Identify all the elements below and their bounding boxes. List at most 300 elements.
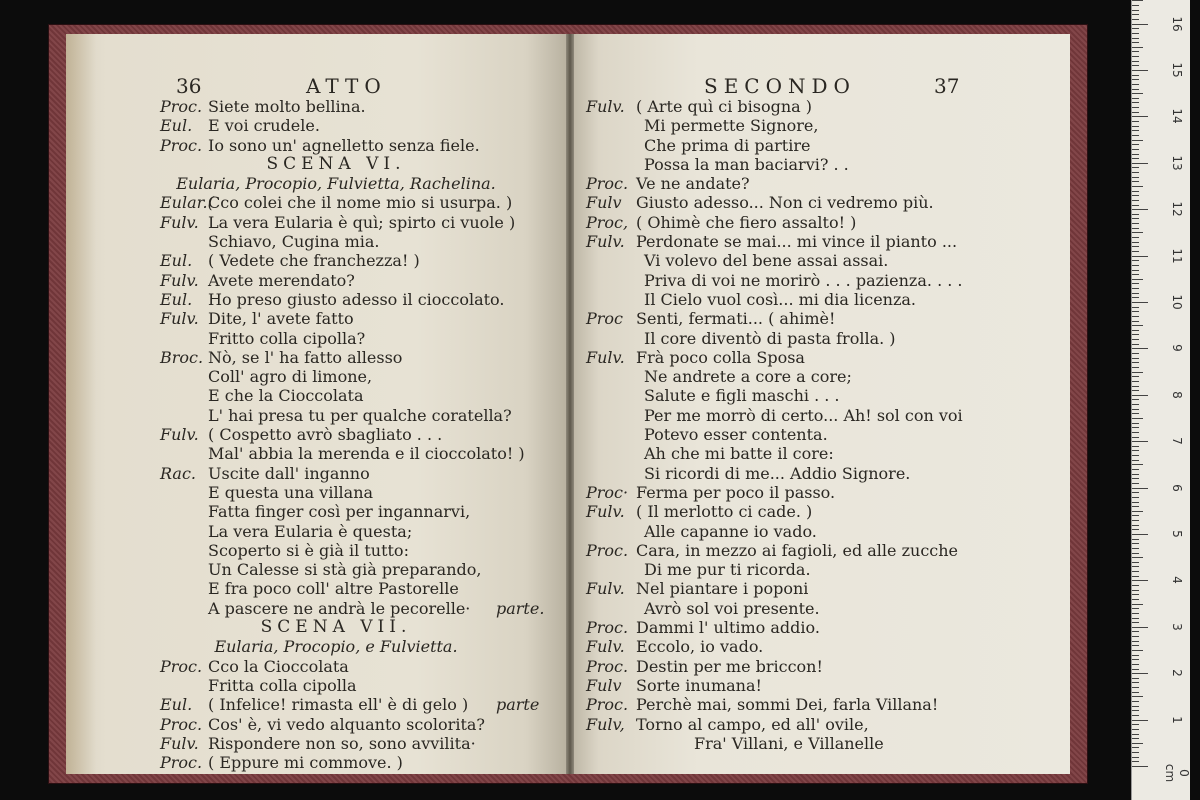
ruler-tick	[1132, 734, 1139, 735]
dialogue-text: Nò, se l' ha fatto allesso	[208, 347, 403, 367]
text-line	[66, 695, 566, 714]
dialogue-text: Senti, fermati... ( ahimè!	[636, 309, 836, 329]
ruler-tick	[1132, 464, 1143, 465]
ruler-tick	[1132, 158, 1139, 159]
speaker-name: Eular.(	[160, 193, 214, 213]
text-line	[574, 464, 1070, 483]
ruler-tick	[1132, 191, 1139, 192]
ruler-tick	[1132, 344, 1139, 345]
page-header: SECONDO	[704, 74, 856, 98]
ruler-tick	[1132, 757, 1139, 758]
dialogue-text: Mi permette Signore,	[644, 116, 819, 136]
text-line	[574, 695, 1070, 714]
ruler-number: 1	[1170, 715, 1184, 724]
text-line	[66, 367, 566, 386]
ruler-tick	[1132, 747, 1139, 748]
text-line	[66, 329, 566, 348]
speaker-name: Fulv.	[160, 270, 199, 290]
ruler-tick	[1132, 761, 1139, 762]
speaker-name: Proc.	[586, 174, 629, 194]
measuring-ruler	[1131, 0, 1190, 800]
text-line	[66, 271, 566, 290]
ruler-tick	[1132, 65, 1139, 66]
text-line	[574, 657, 1070, 676]
ruler-tick	[1132, 502, 1139, 503]
dialogue-text: Avrò sol voi presente.	[644, 598, 820, 618]
ruler-tick	[1132, 450, 1139, 451]
ruler-tick	[1132, 636, 1139, 637]
text-line	[574, 599, 1070, 618]
speaker-name: Eul.	[160, 695, 193, 715]
text-line	[66, 618, 566, 637]
speaker-name: Proc.	[586, 656, 629, 676]
ruler-tick	[1132, 511, 1143, 512]
dialogue-text: Per me morrò di certo... Ah! sol con voi	[644, 405, 963, 425]
dialogue-text: Coll' agro di limone,	[208, 367, 373, 387]
text-line	[66, 193, 566, 212]
speaker-name: Proc.	[586, 540, 629, 560]
ruler-tick	[1132, 548, 1139, 549]
ruler-tick	[1132, 641, 1139, 642]
ruler-tick	[1132, 543, 1139, 544]
speaker-name: Proc.	[586, 618, 629, 638]
dialogue-text: Un Calesse si stà già preparando,	[208, 560, 482, 580]
dialogue-text: A pascere ne andrà le pecorelle·	[208, 598, 471, 618]
ruler-tick	[1132, 144, 1139, 145]
text-line	[66, 599, 566, 618]
ruler-tick	[1132, 75, 1139, 76]
stage-aside: parte.	[496, 598, 545, 618]
ruler-tick	[1132, 553, 1139, 554]
dialogue-text: Priva di voi ne morirò . . . pazienza. . . .	[644, 270, 963, 290]
speaker-name: Proc.	[160, 135, 203, 155]
ruler-tick	[1132, 167, 1139, 168]
ruler-tick	[1132, 218, 1139, 219]
ruler-tick	[1132, 585, 1139, 586]
ruler-tick	[1132, 51, 1139, 52]
dialogue-text: Cos' è, vi vedo alquanto scolorita?	[208, 714, 485, 734]
text-line	[66, 560, 566, 579]
page-header: ATTO	[306, 74, 387, 98]
speaker-name: Fulv,	[586, 714, 625, 734]
ruler-tick	[1132, 121, 1139, 122]
ruler-tick	[1132, 288, 1139, 289]
ruler-tick	[1132, 525, 1139, 526]
ruler-tick	[1132, 627, 1148, 628]
ruler-tick	[1132, 669, 1139, 670]
speaker-name: Fulv.	[586, 502, 625, 522]
ruler-tick	[1132, 529, 1139, 530]
ruler-number: 10	[1170, 294, 1184, 310]
ruler-tick	[1132, 752, 1139, 753]
dialogue-text: Avete merendato?	[208, 270, 355, 290]
dialogue-text: ( Arte quì ci bisogna )	[636, 97, 813, 116]
ruler-tick	[1132, 432, 1139, 433]
ruler-tick	[1132, 483, 1139, 484]
page-number: 37	[934, 74, 960, 98]
ruler-tick	[1132, 701, 1139, 702]
dialogue-text: Siete molto bellina.	[208, 97, 366, 116]
ruler-number: 2	[1170, 669, 1184, 677]
ruler-tick	[1132, 474, 1139, 475]
ruler-tick	[1132, 710, 1139, 711]
text-line	[66, 676, 566, 695]
ruler-tick	[1132, 576, 1139, 577]
dialogue-text: Ne andrete a core a core;	[644, 367, 852, 387]
page-number: 36	[176, 74, 202, 98]
ruler-tick	[1132, 0, 1143, 1]
dialogue-text: Possa la man baciarvi? . .	[644, 154, 849, 174]
dialogue-text: Sorte inumana!	[636, 675, 762, 695]
ruler-tick	[1132, 492, 1139, 493]
ruler-tick	[1132, 293, 1139, 294]
ruler-tick	[1132, 274, 1139, 275]
dialogue-text: Perdonate se mai... mi vince il pianto ...	[636, 232, 958, 252]
ruler-tick	[1132, 84, 1139, 85]
ruler-tick	[1132, 399, 1139, 400]
ruler-tick	[1132, 599, 1139, 600]
ruler-tick	[1132, 321, 1139, 322]
ruler-tick	[1132, 743, 1143, 744]
text-line	[66, 290, 566, 309]
speaker-name: Fulv.	[586, 232, 625, 252]
speaker-name: Proc·	[586, 482, 629, 502]
ruler-tick	[1132, 590, 1139, 591]
ruler-tick	[1132, 311, 1139, 312]
text-line	[66, 97, 566, 116]
dialogue-text: Eccolo, io vado.	[636, 637, 764, 657]
ruler-tick	[1132, 520, 1139, 521]
ruler-tick	[1132, 200, 1139, 201]
ruler-tick	[1132, 673, 1148, 674]
ruler-tick	[1132, 381, 1139, 382]
ruler-tick	[1132, 478, 1139, 479]
ruler-tick	[1132, 613, 1139, 614]
ruler-tick	[1132, 177, 1139, 178]
ruler-tick	[1132, 47, 1143, 48]
ruler-tick	[1132, 28, 1139, 29]
ruler-number: 3	[1170, 622, 1184, 631]
ruler-tick	[1132, 687, 1139, 688]
text-line	[66, 637, 566, 656]
text-line	[66, 715, 566, 734]
dialogue-text: Io sono un' agnelletto senza fiele.	[208, 135, 480, 155]
ruler-tick	[1132, 256, 1148, 257]
text-line	[66, 406, 566, 425]
ruler-tick	[1132, 404, 1139, 405]
dialogue-text: E fra poco coll' altre Pastorelle	[208, 579, 459, 599]
dialogue-text: ( Cospetto avrò sbagliato . . .	[208, 425, 443, 445]
text-line	[574, 560, 1070, 579]
ruler-tick	[1132, 534, 1148, 535]
ruler-tick	[1132, 580, 1148, 581]
text-line	[66, 348, 566, 367]
ruler-tick	[1132, 488, 1148, 489]
ruler-tick	[1132, 33, 1139, 34]
ruler-tick	[1132, 89, 1139, 90]
ruler-tick	[1132, 460, 1139, 461]
text-line	[574, 193, 1070, 212]
text-line	[574, 676, 1070, 695]
ruler-tick	[1132, 386, 1139, 387]
ruler-tick	[1132, 297, 1139, 298]
dialogue-text: ( Ohimè che fiero assalto! )	[636, 212, 857, 232]
ruler-tick	[1132, 232, 1143, 233]
dialogue-text: Nel piantare i poponi	[636, 579, 809, 599]
text-line	[574, 290, 1070, 309]
dialogue-text: Cco la Cioccolata	[208, 656, 349, 676]
ruler-tick	[1132, 325, 1143, 326]
dialogue-text: Di me pur ti ricorda.	[644, 560, 811, 580]
speaker-name: Eul.	[160, 289, 193, 309]
speaker-name: Fulv	[586, 675, 622, 695]
dialogue-text: Salute e figli maschi . . .	[644, 386, 840, 406]
ruler-tick	[1132, 395, 1148, 396]
ruler-tick	[1132, 557, 1143, 558]
ruler-tick	[1132, 130, 1139, 131]
ruler-tick	[1132, 724, 1139, 725]
text-line	[574, 386, 1070, 405]
right-page	[574, 34, 1070, 774]
ruler-tick	[1132, 79, 1139, 80]
ruler-tick	[1132, 645, 1139, 646]
dialogue-text: Si ricordi di me... Addio Signore.	[644, 463, 911, 483]
ruler-tick	[1132, 126, 1139, 127]
ruler-tick	[1132, 334, 1139, 335]
speaker-name: Fulv	[586, 193, 622, 213]
text-line	[574, 734, 1070, 753]
ruler-number: 0 cm	[1163, 763, 1191, 783]
stage-aside: parte	[496, 695, 540, 715]
ruler-number: 14	[1170, 108, 1184, 125]
ruler-tick	[1132, 594, 1139, 595]
dialogue-text: Fritto colla cipolla?	[208, 328, 366, 348]
ruler-number: 5	[1170, 530, 1184, 538]
dialogue-text: Fritta colla cipolla	[208, 675, 357, 695]
dialogue-text: Destin per me briccon!	[636, 656, 823, 676]
text-line	[66, 213, 566, 232]
ruler-tick	[1132, 376, 1139, 377]
scene-heading: SCENA VI.	[266, 153, 406, 174]
ruler-tick	[1132, 720, 1148, 721]
text-line	[574, 309, 1070, 328]
dialogue-text: La vera Eularia è quì; spirto ci vuole )	[208, 212, 516, 232]
text-line	[574, 97, 1070, 116]
ruler-tick	[1132, 70, 1148, 71]
dialogue-text: ( Vedete che franchezza! )	[208, 251, 420, 271]
text-line	[574, 116, 1070, 135]
text-line	[66, 753, 566, 772]
dialogue-text: Uscite dall' inganno	[208, 463, 370, 483]
ruler-tick	[1132, 659, 1139, 660]
text-line	[66, 136, 566, 155]
ruler-tick	[1132, 650, 1143, 651]
text-line	[574, 579, 1070, 598]
ruler-tick	[1132, 251, 1139, 252]
ruler-tick	[1132, 163, 1148, 164]
speaker-name: Fulv.	[160, 212, 199, 232]
ruler-tick	[1132, 209, 1148, 210]
text-line	[66, 425, 566, 444]
text-line	[574, 618, 1070, 637]
ruler-tick	[1132, 427, 1139, 428]
ruler-tick	[1132, 696, 1143, 697]
speaker-name: Broc.	[160, 347, 204, 367]
speaker-name: Fulv.	[586, 637, 625, 657]
ruler-tick	[1132, 362, 1139, 363]
ruler-tick	[1132, 622, 1139, 623]
ruler-tick	[1132, 61, 1139, 62]
ruler-tick	[1132, 423, 1139, 424]
ruler-tick	[1132, 604, 1143, 605]
text-line	[66, 502, 566, 521]
dialogue-text: ( Eppure mi commove. )	[208, 753, 403, 773]
text-line	[66, 386, 566, 405]
text-line	[574, 213, 1070, 232]
text-line	[66, 657, 566, 676]
speaker-name: Proc.	[160, 714, 203, 734]
text-line	[574, 541, 1070, 560]
ruler-tick	[1132, 135, 1139, 136]
ruler-tick	[1132, 706, 1139, 707]
text-line	[574, 232, 1070, 251]
text-line	[574, 367, 1070, 386]
ruler-tick	[1132, 413, 1139, 414]
ruler-tick	[1132, 205, 1139, 206]
dialogue-text: Rispondere non so, sono avvilita·	[208, 733, 476, 753]
dialogue-text: Fra' Villani, e Villanelle	[694, 733, 884, 753]
book-gutter	[566, 34, 574, 774]
ruler-tick	[1132, 186, 1143, 187]
ruler-tick	[1132, 738, 1139, 739]
dialogue-text: Frà poco colla Sposa	[636, 347, 805, 367]
ruler-tick	[1132, 618, 1139, 619]
ruler-tick	[1132, 539, 1139, 540]
ruler-tick	[1132, 116, 1148, 117]
ruler-number: 6	[1170, 483, 1184, 492]
text-line	[66, 251, 566, 270]
ruler-tick	[1132, 10, 1139, 11]
ruler-tick	[1132, 664, 1139, 665]
ruler-tick	[1132, 42, 1139, 43]
text-line	[66, 116, 566, 135]
text-line	[66, 522, 566, 541]
dialogue-text: Il core diventò di pasta frolla. )	[644, 328, 896, 348]
text-line	[574, 502, 1070, 521]
ruler-tick	[1132, 372, 1143, 373]
ruler-tick	[1132, 566, 1139, 567]
ruler-tick	[1132, 608, 1139, 609]
ruler-tick	[1132, 154, 1139, 155]
speaker-name: Proc.	[160, 753, 203, 773]
ruler-tick	[1132, 93, 1143, 94]
text-line	[574, 329, 1070, 348]
ruler-tick	[1132, 515, 1139, 516]
ruler-tick	[1132, 729, 1139, 730]
speaker-name: Rac.	[160, 463, 196, 483]
scene-heading: SCENA VII.	[260, 617, 412, 638]
ruler-tick	[1132, 265, 1139, 266]
speaker-name: Fulv.	[586, 347, 625, 367]
text-line	[66, 174, 566, 193]
ruler-tick	[1132, 497, 1139, 498]
dialogue-text: Ferma per poco il passo.	[636, 482, 836, 502]
text-line	[574, 715, 1070, 734]
dialogue-text: Cco colei che il nome mio si usurpa. )	[208, 193, 513, 213]
ruler-tick	[1132, 19, 1139, 20]
dialogue-text: Ve ne andate?	[636, 174, 750, 194]
ruler-tick	[1132, 260, 1139, 261]
ruler-tick	[1132, 469, 1139, 470]
ruler-tick	[1132, 367, 1139, 368]
ruler-tick	[1132, 437, 1139, 438]
ruler-tick	[1132, 172, 1139, 173]
ruler-tick	[1132, 562, 1139, 563]
ruler-tick	[1132, 330, 1139, 331]
ruler-tick	[1132, 279, 1143, 280]
text-line	[574, 425, 1070, 444]
dialogue-text: ( Il merlotto ci cade. )	[636, 502, 813, 522]
dialogue-text: Che prima di partire	[644, 135, 811, 155]
ruler-tick	[1132, 678, 1139, 679]
ruler-tick	[1132, 228, 1139, 229]
ruler-tick	[1132, 112, 1139, 113]
dialogue-text: E voi crudele.	[208, 116, 320, 136]
dialogue-text: Vi volevo del bene assai assai.	[644, 251, 889, 271]
ruler-tick	[1132, 270, 1139, 271]
ruler-number: 7	[1170, 437, 1184, 445]
ruler-tick	[1132, 214, 1139, 215]
text-line	[66, 232, 566, 251]
text-line	[66, 155, 566, 174]
ruler-tick	[1132, 631, 1139, 632]
dialogue-text: Giusto adesso... Non ci vedremo più.	[636, 193, 934, 213]
ruler-tick	[1132, 682, 1139, 683]
ruler-tick	[1132, 24, 1148, 25]
speaker-name: Proc	[586, 309, 624, 329]
text-line	[574, 174, 1070, 193]
ruler-tick	[1132, 390, 1139, 391]
dialogue-text: Torno al campo, ed all' ovile,	[636, 714, 869, 734]
ruler-tick	[1132, 237, 1139, 238]
text-line	[574, 483, 1070, 502]
speaker-name: Fulv.	[586, 97, 625, 116]
dialogue-text: Potevo esser contenta.	[644, 425, 828, 445]
speaker-name: Eul.	[160, 251, 193, 271]
ruler-tick	[1132, 441, 1148, 442]
text-line	[66, 483, 566, 502]
text-line	[574, 637, 1070, 656]
ruler-tick	[1132, 307, 1139, 308]
ruler-tick	[1132, 455, 1139, 456]
ruler-tick	[1132, 242, 1139, 243]
ruler-tick	[1132, 358, 1139, 359]
dialogue-text: E che la Cioccolata	[208, 386, 364, 406]
stage-direction: Eularia, Procopio, Fulvietta, Rachelina.	[176, 174, 496, 194]
ruler-tick	[1132, 418, 1143, 419]
dialogue-text: Scoperto si è già il tutto:	[208, 540, 409, 560]
dialogue-text: Ah che mi batte il core:	[644, 444, 834, 464]
ruler-tick	[1132, 140, 1143, 141]
speaker-name: Fulv.	[586, 579, 625, 599]
ruler-tick	[1132, 316, 1139, 317]
ruler-tick	[1132, 149, 1139, 150]
ruler-number: 12	[1170, 201, 1184, 217]
dialogue-text: Schiavo, Cugina mia.	[208, 232, 380, 252]
ruler-tick	[1132, 353, 1139, 354]
text-lines	[574, 97, 1070, 753]
speaker-name: Fulv.	[160, 733, 199, 753]
